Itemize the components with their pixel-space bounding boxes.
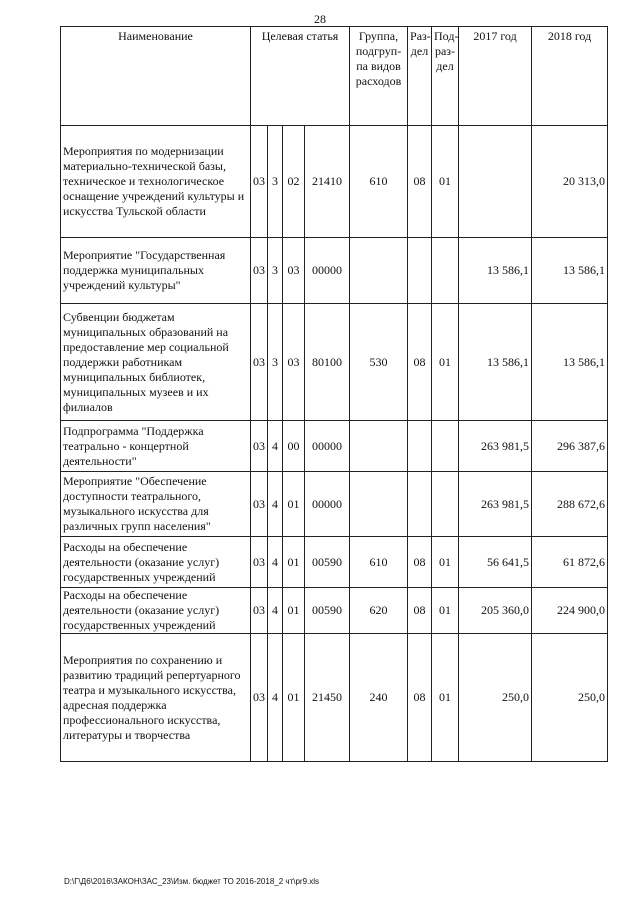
target-code-program: 03	[251, 634, 268, 762]
amount-2017: 13 586,1	[459, 238, 532, 304]
section-code: 08	[408, 537, 432, 588]
expense-group: 620	[350, 588, 408, 634]
row-name: Расходы на обеспечение деятельности (оказание услуг) государственных учреждений	[61, 588, 251, 634]
row-name: Субвенции бюджетам муниципальных образований на предоставление мер социальной поддержки работникам муниципальных библиотек, муниципальных музеев и их филиалов	[61, 304, 251, 421]
target-code-program: 03	[251, 588, 268, 634]
expense-group	[350, 472, 408, 537]
target-code-direction: 21450	[305, 634, 350, 762]
subsection-code: 01	[432, 537, 459, 588]
subsection-code: 01	[432, 634, 459, 762]
table-row	[61, 421, 608, 472]
amount-2017: 250,0	[459, 634, 532, 762]
amount-2017: 205 360,0	[459, 588, 532, 634]
table-body	[61, 126, 608, 762]
footer-file-path: D:\Г\Д6\2016\ЗАКОН\ЗАС_23\Изм. бюджет ТО 2016-2018_2 чт\pr9.xls	[64, 877, 320, 886]
table-row	[61, 126, 608, 238]
target-code-event: 01	[283, 634, 305, 762]
row-name: Мероприятие "Обеспечение доступности театрального, музыкального искусства для различных групп населения"	[61, 472, 251, 537]
header-row	[61, 27, 608, 126]
target-code-direction: 00000	[305, 472, 350, 537]
amount-2018: 61 872,6	[532, 537, 608, 588]
row-name: Расходы на обеспечение деятельности (оказание услуг) государственных учреждений	[61, 537, 251, 588]
header-group: Группа, подгруп-па видов расходов	[350, 27, 408, 126]
target-code-direction: 00590	[305, 537, 350, 588]
expense-group: 530	[350, 304, 408, 421]
amount-2018: 20 313,0	[532, 126, 608, 238]
section-code	[408, 421, 432, 472]
table-row	[61, 588, 608, 634]
header-2018: 2018 год	[532, 27, 608, 126]
amount-2018: 288 672,6	[532, 472, 608, 537]
header-2017: 2017 год	[459, 27, 532, 126]
row-name: Мероприятие "Государственная поддержка муниципальных учреждений культуры"	[61, 238, 251, 304]
header-target: Целевая статья	[251, 27, 350, 126]
expense-group	[350, 238, 408, 304]
subsection-code	[432, 472, 459, 537]
target-code-program: 03	[251, 421, 268, 472]
target-code-program: 03	[251, 304, 268, 421]
target-code-event: 03	[283, 238, 305, 304]
target-code-direction: 00000	[305, 238, 350, 304]
target-code-event: 01	[283, 588, 305, 634]
target-code-subprogram: 3	[268, 304, 283, 421]
row-name: Мероприятия по сохранению и развитию традиций репертуарного театра и музыкального искусства, адресная поддержка профессионального искусства, литературы и творчества	[61, 634, 251, 762]
table-row	[61, 634, 608, 762]
header-subsection: Под-раз-дел	[432, 27, 459, 126]
amount-2018: 250,0	[532, 634, 608, 762]
section-code: 08	[408, 126, 432, 238]
expense-group: 610	[350, 537, 408, 588]
row-name: Подпрограмма "Поддержка театрально - концертной деятельности"	[61, 421, 251, 472]
section-code	[408, 472, 432, 537]
expense-group	[350, 421, 408, 472]
page-number: 28	[314, 12, 326, 26]
target-code-direction: 00000	[305, 421, 350, 472]
subsection-code: 01	[432, 304, 459, 421]
target-code-direction: 80100	[305, 304, 350, 421]
target-code-subprogram: 3	[268, 126, 283, 238]
target-code-subprogram: 4	[268, 588, 283, 634]
table-row	[61, 238, 608, 304]
section-code: 08	[408, 304, 432, 421]
target-code-event: 03	[283, 304, 305, 421]
target-code-direction: 00590	[305, 588, 350, 634]
target-code-program: 03	[251, 472, 268, 537]
row-name: Мероприятия по модернизации материально-технической базы, техническое и технологическое оснащение учреждений культуры и искусства Тульской области	[61, 126, 251, 238]
target-code-event: 02	[283, 126, 305, 238]
amount-2017	[459, 126, 532, 238]
expense-group: 240	[350, 634, 408, 762]
subsection-code: 01	[432, 588, 459, 634]
section-code: 08	[408, 634, 432, 762]
subsection-code	[432, 238, 459, 304]
subsection-code	[432, 421, 459, 472]
target-code-event: 00	[283, 421, 305, 472]
target-code-subprogram: 4	[268, 537, 283, 588]
amount-2017: 56 641,5	[459, 537, 532, 588]
target-code-program: 03	[251, 238, 268, 304]
section-code: 08	[408, 588, 432, 634]
target-code-event: 01	[283, 472, 305, 537]
target-code-direction: 21410	[305, 126, 350, 238]
target-code-subprogram: 4	[268, 634, 283, 762]
amount-2018: 224 900,0	[532, 588, 608, 634]
target-code-subprogram: 3	[268, 238, 283, 304]
amount-2017: 13 586,1	[459, 304, 532, 421]
amount-2018: 296 387,6	[532, 421, 608, 472]
expense-group: 610	[350, 126, 408, 238]
target-code-program: 03	[251, 537, 268, 588]
header-section: Раз-дел	[408, 27, 432, 126]
target-code-event: 01	[283, 537, 305, 588]
target-code-subprogram: 4	[268, 421, 283, 472]
target-code-subprogram: 4	[268, 472, 283, 537]
table-row	[61, 472, 608, 537]
header-name: Наименование	[61, 27, 251, 126]
budget-table	[60, 26, 608, 762]
table-row	[61, 304, 608, 421]
target-code-program: 03	[251, 126, 268, 238]
amount-2018: 13 586,1	[532, 238, 608, 304]
amount-2017: 263 981,5	[459, 472, 532, 537]
subsection-code: 01	[432, 126, 459, 238]
amount-2018: 13 586,1	[532, 304, 608, 421]
table-row	[61, 537, 608, 588]
amount-2017: 263 981,5	[459, 421, 532, 472]
section-code	[408, 238, 432, 304]
